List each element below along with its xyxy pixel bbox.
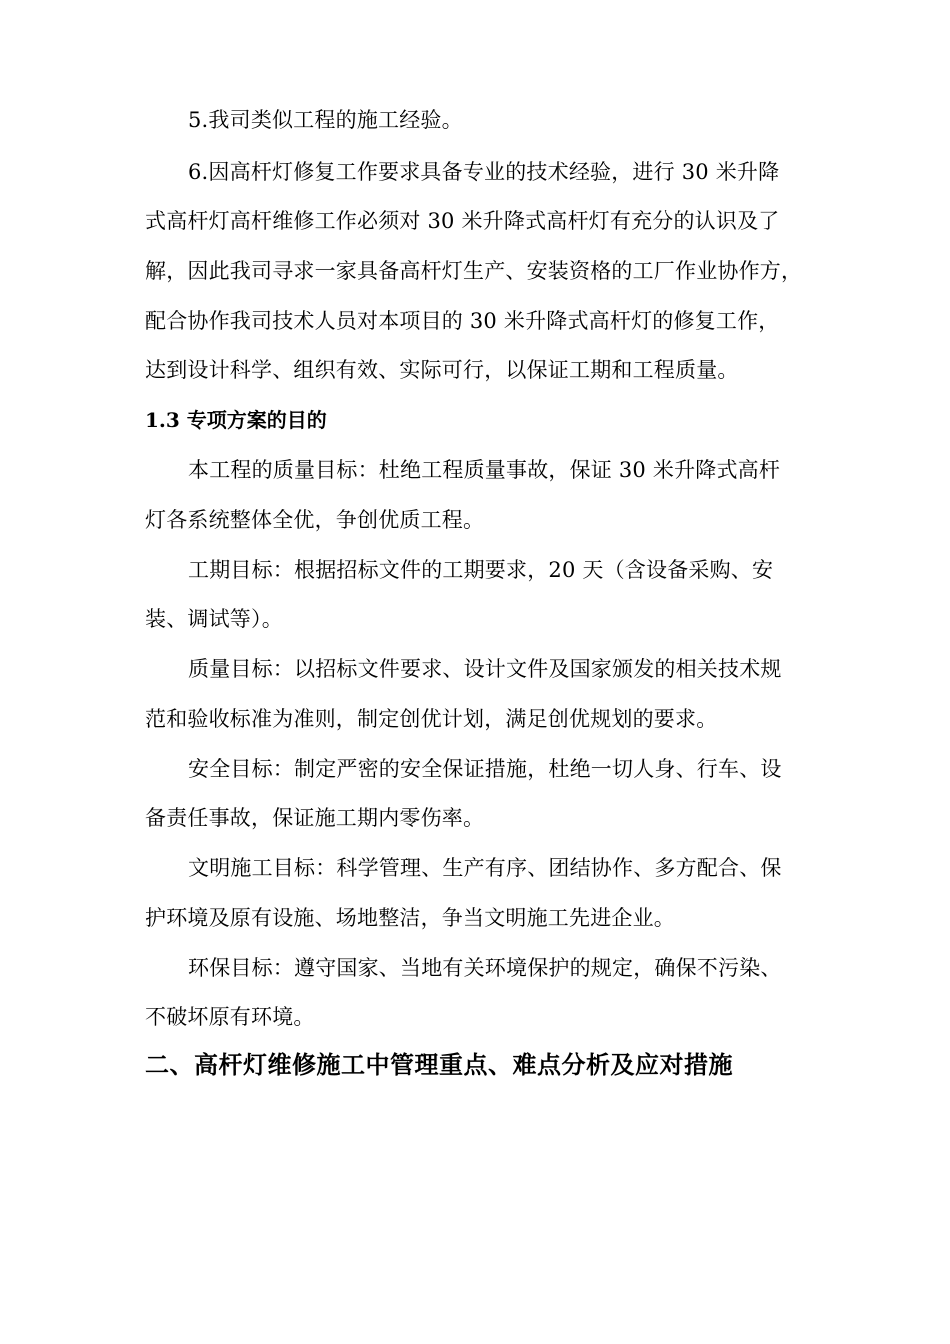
subsection-heading-1-3: 1.3 专项方案的目的: [145, 408, 327, 432]
paragraph-item-6-line-4: 配合协作我司技术人员对本项目的 30 米升降式高杆灯的修复工作，: [145, 309, 780, 333]
schedule-goal-line-1: 工期目标：根据招标文件的工期要求，20 天（含设备采购、安: [188, 558, 774, 582]
safety-goal-line-2: 备责任事故，保证施工期内零伤率。: [145, 806, 485, 830]
safety-goal-line-1: 安全目标：制定严密的安全保证措施，杜绝一切人身、行车、设: [188, 757, 782, 781]
civilized-goal-line-2: 护环境及原有设施、场地整洁，争当文明施工先进企业。: [145, 906, 675, 930]
quality-goal-line-2: 灯各系统整体全优，争创优质工程。: [145, 508, 485, 532]
paragraph-item-6-line-2: 式高杆灯高杆维修工作必须对 30 米升降式高杆灯有充分的认识及了: [145, 209, 780, 233]
quality-target-line-2: 范和验收标准为准则，制定创优计划，满足创优规划的要求。: [145, 707, 718, 731]
environment-goal-line-1: 环保目标：遵守国家、当地有关环境保护的规定，确保不污染、: [188, 956, 782, 980]
paragraph-item-6-line-1: 6.因高杆灯修复工作要求具备专业的技术经验，进行 30 米升降: [188, 160, 780, 184]
paragraph-item-6-line-3: 解，因此我司寻求一家具备高杆灯生产、安装资格的工厂作业协作方，: [145, 259, 803, 283]
quality-goal-line-1: 本工程的质量目标：杜绝工程质量事故，保证 30 米升降式高杆: [188, 458, 781, 482]
civilized-goal-line-1: 文明施工目标：科学管理、生产有序、团结协作、多方配合、保: [188, 856, 782, 880]
schedule-goal-line-2: 装、调试等）。: [145, 607, 283, 631]
section-heading-2: 二、高杆灯维修施工中管理重点、难点分析及应对措施: [145, 1050, 733, 1079]
paragraph-item-5-line-1: 5.我司类似工程的施工经验。: [188, 108, 463, 132]
paragraph-item-6-line-5: 达到设计科学、组织有效、实际可行，以保证工期和工程质量。: [145, 358, 739, 382]
environment-goal-line-2: 不破坏原有环境。: [145, 1005, 315, 1029]
quality-target-line-1: 质量目标：以招标文件要求、设计文件及国家颁发的相关技术规: [188, 657, 782, 681]
